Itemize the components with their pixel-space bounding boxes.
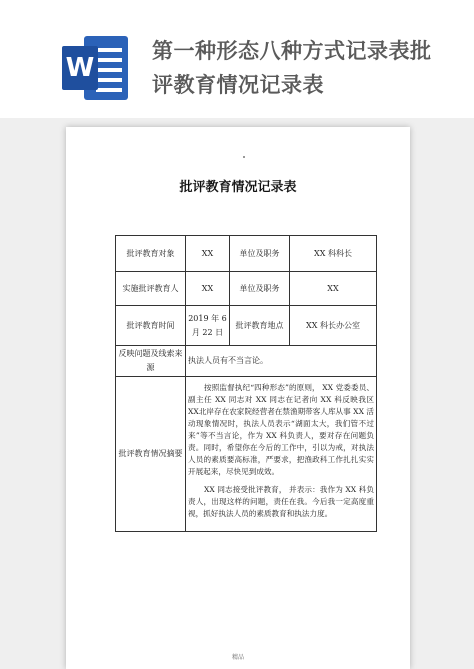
cell-value: XX — [290, 272, 377, 306]
cell-label: 实施批评教育人 — [116, 272, 186, 306]
word-icon-line — [96, 58, 122, 62]
cell-label: 批评教育时间 — [116, 306, 186, 346]
cell-label: 反映问题及线索来源 — [116, 346, 186, 377]
cell-value: XX 科长办公室 — [290, 306, 377, 346]
cell-value: XX — [186, 236, 230, 272]
table-row — [116, 346, 377, 377]
table-row — [116, 306, 377, 346]
cell-value: XX — [186, 272, 230, 306]
word-icon-badge: W — [62, 46, 98, 90]
summary-paragraph: 按照监督执纪“四种形态”的原则， XX 党委委员、副主任 XX 同志对 XX 同志在记者向 XX 科反映我区XX北岸存在农家院经营者在禁渔期带客人库从事 XX 活动现象情况时，执法人员表示“湖面太大，我们管不过来”等不当言论，作为 XX 科负责人，要对存在问题负责。同时，希望你在今后的工作中，引以为戒，对执法人员的素质要高标准，严要求，把渔政科工作扎扎实实开展起来，尽快见到成效。 — [188, 383, 374, 476]
cell-label: 单位及职务 — [230, 272, 290, 306]
summary-paragraph: XX 同志接受批评教育， 并表示：我作为 XX 科负责人，出现这样的问题，责任在我。今后我一定高度重视，抓好执法人员的素质教育和执法力度。 — [188, 485, 374, 518]
cell-value: 执法人员有不当言论。 — [186, 346, 377, 377]
summary-cell — [186, 377, 377, 532]
page-mark — [243, 156, 245, 158]
cell-value: 2019 年 6 月 22 日 — [186, 306, 230, 346]
table-row — [116, 377, 377, 532]
cell-label: 批评教育情况摘要 — [116, 377, 186, 532]
word-icon-line — [96, 48, 122, 52]
page-title: 第一种形态八种方式记录表批评教育情况记录表 — [152, 39, 432, 97]
page-footer: 精品 — [231, 654, 244, 661]
word-icon-line — [96, 78, 122, 82]
word-icon-line — [96, 68, 122, 72]
cell-value: XX 科科长 — [290, 236, 377, 272]
table-row — [116, 272, 377, 306]
record-table — [115, 235, 377, 532]
page-header — [0, 0, 474, 118]
word-icon-line — [96, 88, 122, 92]
document-title: 批评教育情况记录表 — [179, 180, 297, 195]
cell-label: 批评教育对象 — [116, 236, 186, 272]
word-document-icon — [62, 36, 130, 102]
cell-label: 批评教育地点 — [230, 306, 290, 346]
table-row — [116, 236, 377, 272]
cell-label: 单位及职务 — [230, 236, 290, 272]
